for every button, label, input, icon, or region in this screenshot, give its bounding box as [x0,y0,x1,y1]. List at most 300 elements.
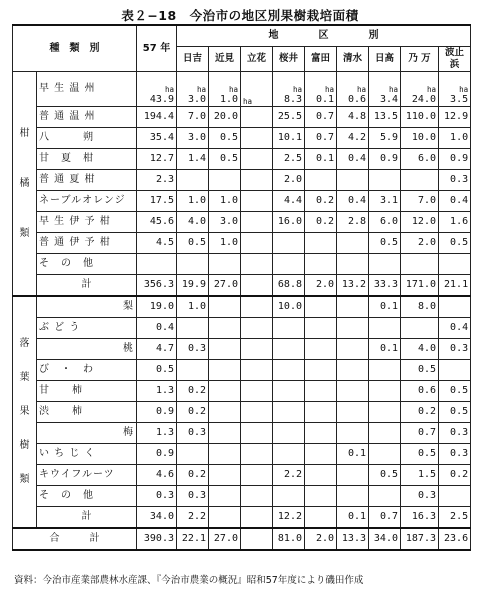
table-cell: 0.5 [369,465,401,486]
table-cell: 3.0 [177,128,209,149]
table-row [13,318,471,339]
table-cell: 1.0 [177,191,209,212]
group-label-char: 類 [19,227,30,239]
unit-label: ha [292,85,302,94]
table-cell [273,381,305,402]
table-row [13,170,471,191]
unit-label: ha [164,85,174,94]
district-header: 富田 [305,47,337,72]
table-cell: 0.9 [439,149,471,170]
subtotal-cell: 2.2 [177,507,209,529]
table-row [13,212,471,233]
table-cell: 0.9 [137,402,177,423]
row-label: 八 朔 [37,128,137,149]
table-cell [209,444,241,465]
table-cell: 1.0 [209,233,241,254]
table-cell: 4.6 [137,465,177,486]
group-label [13,72,37,297]
subtotal-cell: 2.5 [439,507,471,529]
row-label: そ の 他 [37,254,137,275]
table-row [13,149,471,170]
table-cell: 1.3 [137,423,177,444]
table-cell [177,318,209,339]
table-row [13,360,471,381]
row-label: ネーブルオレンジ [37,191,137,212]
table-cell [305,486,337,507]
table-cell [137,72,177,107]
table-cell: 1.0 [209,191,241,212]
header-kind: 種 類 別 [13,25,137,72]
subtotal-cell [305,507,337,529]
cell-value: 43.9 [149,94,174,105]
table-cell: 0.7 [305,107,337,128]
table-cell [337,170,369,191]
cell-value: 0.1 [315,94,334,105]
table-cell [273,254,305,275]
table-cell [369,381,401,402]
table-cell [241,402,273,423]
table-cell: 0.5 [177,233,209,254]
table-cell: 0.3 [137,486,177,507]
subtotal-label: 計 [37,275,137,297]
source-note: 資料：今治市産業部農林水産課、『今治市農業の概況』昭和57年度により磯田作成 [14,575,364,586]
group-label [13,296,37,528]
table-cell [241,339,273,360]
table-cell [273,339,305,360]
table-cell [241,318,273,339]
table-cell: 7.0 [401,191,439,212]
table-cell: 0.5 [369,233,401,254]
grand-total-cell: 81.0 [273,528,305,550]
unit-label: ha [356,85,366,94]
grand-total-row [13,528,471,550]
grand-total-label: 合 計 [13,528,137,550]
table-cell [273,402,305,423]
table-cell [337,318,369,339]
table-cell: 0.4 [137,318,177,339]
table-cell: 0.9 [369,149,401,170]
subtotal-cell [241,507,273,529]
table-cell: 10.0 [401,128,439,149]
group-label-char: 果 [19,406,30,417]
table-cell: 0.3 [177,486,209,507]
table-cell [369,423,401,444]
subtotal-cell: 33.3 [369,275,401,297]
table-cell [241,444,273,465]
table-cell: 12.0 [401,212,439,233]
table-cell [209,339,241,360]
table-cell: 2.3 [137,170,177,191]
unit-label: ha [388,85,398,94]
table-cell [241,128,273,149]
table-cell [241,254,273,275]
table-cell [177,170,209,191]
table-row [13,128,471,149]
table-row [13,254,471,275]
subtotal-cell: 0.1 [337,507,369,529]
table-cell [241,381,273,402]
table-row [13,486,471,507]
row-label: 甘 夏 柑 [37,149,137,170]
table-cell [401,170,439,191]
table-cell [241,72,273,107]
table-cell: 0.3 [177,423,209,444]
table-cell: 3.0 [209,212,241,233]
unit-label: ha [324,85,334,94]
table-cell [305,296,337,318]
table-cell [439,254,471,275]
table-cell [369,318,401,339]
grand-total-cell [241,528,273,550]
table-cell [337,72,369,107]
group-label-char: 落 [19,338,30,349]
table-cell: 0.7 [401,423,439,444]
table-cell: 1.0 [177,296,209,318]
row-label: び ・ わ [37,360,137,381]
table-cell: 0.4 [337,191,369,212]
header-year: 57 年 [137,25,177,72]
table-cell: 10.0 [273,296,305,318]
table-cell [241,360,273,381]
row-label: 梨 [37,296,137,318]
table-cell: 2.8 [337,212,369,233]
table-row [13,465,471,486]
table-cell: 0.2 [177,402,209,423]
table-cell [209,170,241,191]
table-cell: 4.4 [273,191,305,212]
table-cell [241,296,273,318]
row-label: 普 通 温 州 [37,107,137,128]
row-label: ぶ ど う [37,318,137,339]
unit-label: ha [243,97,253,106]
table-cell: 0.9 [137,444,177,465]
table-cell: 20.0 [209,107,241,128]
table-cell: 35.4 [137,128,177,149]
subtotal-cell: 68.8 [273,275,305,297]
table-cell: 0.3 [439,423,471,444]
table-cell: 19.0 [137,296,177,318]
grand-total-cell: 23.6 [439,528,471,550]
table-cell: 4.2 [337,128,369,149]
district-header: 日吉 [177,47,209,72]
fruit-area-table [12,24,471,551]
table-cell [439,486,471,507]
subtotal-row [13,507,471,529]
row-label: 早 生 伊 予 柑 [37,212,137,233]
table-cell: 1.0 [439,128,471,149]
subtotal-label: 計 [37,507,137,529]
table-cell [369,254,401,275]
table-cell [209,318,241,339]
district-header: 波止浜 [439,47,471,72]
table-cell [241,465,273,486]
table-cell: 0.5 [209,128,241,149]
table-cell [273,233,305,254]
table-cell [241,107,273,128]
table-cell: 0.3 [439,170,471,191]
table-cell: 13.5 [369,107,401,128]
table-cell [369,486,401,507]
table-row [13,381,471,402]
table-cell [241,170,273,191]
table-cell [209,72,241,107]
table-cell [273,72,305,107]
table-cell [369,72,401,107]
table-cell: 0.3 [439,444,471,465]
table-cell: 8.0 [401,296,439,318]
table-row [13,107,471,128]
table-cell: 1.5 [401,465,439,486]
table-row [13,423,471,444]
subtotal-cell: 2.0 [305,275,337,297]
table-cell: 3.1 [369,191,401,212]
header-row-1 [13,25,471,47]
table-cell [401,72,439,107]
subtotal-row [13,275,471,297]
table-cell: 12.9 [439,107,471,128]
row-label: 渋 柿 [37,402,137,423]
subtotal-cell: 21.1 [439,275,471,297]
subtotal-cell: 34.0 [137,507,177,529]
table-cell [369,402,401,423]
table-cell [273,360,305,381]
table-cell: 0.5 [401,360,439,381]
subtotal-cell [241,275,273,297]
grand-total-cell: 2.0 [305,528,337,550]
subtotal-cell: 0.7 [369,507,401,529]
table-cell [241,191,273,212]
table-row [13,296,471,318]
table-cell [305,72,337,107]
cell-value: 3.0 [187,94,206,105]
table-cell: 7.0 [177,107,209,128]
table-cell: 6.0 [369,212,401,233]
table-title: 表２−18 今治市の地区別果樹栽培面積 [121,8,359,23]
table-cell [241,212,273,233]
table-cell: 0.5 [439,381,471,402]
district-header: 日高 [369,47,401,72]
table-cell: 0.5 [401,444,439,465]
table-cell [337,339,369,360]
grand-total-cell: 390.3 [137,528,177,550]
table-cell [273,423,305,444]
table-cell [369,360,401,381]
table-row [13,402,471,423]
subtotal-cell: 171.0 [401,275,439,297]
table-cell [305,402,337,423]
table-cell [337,233,369,254]
row-label: 普 通 伊 予 柑 [37,233,137,254]
table-cell: 10.1 [273,128,305,149]
table-cell [305,381,337,402]
table-cell [241,149,273,170]
table-cell [439,296,471,318]
table-cell: 0.5 [137,360,177,381]
table-cell [337,296,369,318]
table-cell: 194.4 [137,107,177,128]
table-cell [401,318,439,339]
group-label-char: 橘 [19,177,30,189]
table-cell: 0.2 [177,465,209,486]
table-cell [305,423,337,444]
row-label: キウイフルーツ [37,465,137,486]
grand-total-cell: 22.1 [177,528,209,550]
subtotal-cell: 356.3 [137,275,177,297]
table-cell: 2.0 [401,233,439,254]
table-row [13,191,471,212]
table-cell: 0.3 [401,486,439,507]
table-cell [273,318,305,339]
table-cell: 0.2 [305,212,337,233]
table-cell: 5.9 [369,128,401,149]
table-cell [337,360,369,381]
table-cell [305,233,337,254]
table-cell: 17.5 [137,191,177,212]
cell-value: 3.4 [379,94,398,105]
table-cell: 0.1 [305,149,337,170]
table-cell: 0.2 [439,465,471,486]
row-label: い ち じ く [37,444,137,465]
grand-total-cell: 27.0 [209,528,241,550]
table-cell [241,233,273,254]
table-cell [337,486,369,507]
table-cell [305,318,337,339]
table-cell: 0.5 [439,233,471,254]
table-cell: 25.5 [273,107,305,128]
table-cell: 4.0 [177,212,209,233]
table-cell: 0.1 [337,444,369,465]
table-cell [241,423,273,444]
subtotal-cell [209,507,241,529]
table-cell [305,254,337,275]
table-cell: 4.8 [337,107,369,128]
table-cell: 2.5 [273,149,305,170]
row-label: そ の 他 [37,486,137,507]
table-cell [305,339,337,360]
cell-value: 8.3 [283,94,302,105]
district-header: 近見 [209,47,241,72]
unit-label: ha [228,85,238,94]
subtotal-cell: 16.3 [401,507,439,529]
district-header: 乃 万 [401,47,439,72]
table-cell [137,254,177,275]
row-label: 普 通 夏 柑 [37,170,137,191]
table-cell [337,381,369,402]
row-label: 早 生 温 州 [37,72,137,107]
table-cell [369,444,401,465]
row-label: 甘 柿 [37,381,137,402]
table-cell: 0.4 [337,149,369,170]
table-cell: 0.5 [439,402,471,423]
table-cell [305,360,337,381]
table-cell [177,254,209,275]
group-label-char: 類 [19,474,30,485]
table-row [13,72,471,107]
district-header: 桜井 [273,47,305,72]
table-row [13,444,471,465]
table-cell: 6.0 [401,149,439,170]
table-cell [209,402,241,423]
table-cell: 0.1 [369,339,401,360]
subtotal-cell: 13.2 [337,275,369,297]
table-cell: 0.7 [305,128,337,149]
table-cell: 0.3 [439,339,471,360]
table-cell [177,72,209,107]
table-cell [209,360,241,381]
table-cell [209,296,241,318]
unit-label: ha [196,85,206,94]
table-cell: 0.1 [369,296,401,318]
cell-value: 3.5 [450,94,469,105]
table-cell: 0.2 [305,191,337,212]
table-cell: 0.4 [439,191,471,212]
grand-total-cell: 187.3 [401,528,439,550]
grand-total-cell: 13.3 [337,528,369,550]
table-cell [177,360,209,381]
table-cell: 12.7 [137,149,177,170]
table-cell [305,170,337,191]
table-cell [305,465,337,486]
table-cell: 1.4 [177,149,209,170]
table-cell [401,254,439,275]
group-label-char: 葉 [19,372,30,383]
table-cell [273,486,305,507]
table-cell: 2.2 [273,465,305,486]
table-cell: 1.3 [137,381,177,402]
group-label-char: 樹 [19,440,30,451]
table-cell [241,486,273,507]
cell-value: 1.0 [219,94,238,105]
table-cell [209,423,241,444]
table-cell: 4.0 [401,339,439,360]
table-cell [337,254,369,275]
unit-label: ha [426,85,436,94]
header-district: 地 区 別 [177,25,471,47]
table-cell: 110.0 [401,107,439,128]
table-cell [177,444,209,465]
district-header: 清水 [337,47,369,72]
table-cell: 4.7 [137,339,177,360]
table-cell: 0.5 [209,149,241,170]
table-cell: 0.6 [401,381,439,402]
table-cell: 4.5 [137,233,177,254]
table-cell [439,72,471,107]
row-label: 梅 [37,423,137,444]
table-cell: 0.4 [439,318,471,339]
district-header: 立花 [241,47,273,72]
table-cell: 0.3 [177,339,209,360]
table-body [13,25,471,550]
table-cell [209,465,241,486]
table-cell [209,254,241,275]
table-cell [337,402,369,423]
table-cell [273,444,305,465]
table-cell: 0.2 [401,402,439,423]
table-cell [305,444,337,465]
table-cell: 45.6 [137,212,177,233]
table-cell [439,360,471,381]
table-cell [209,486,241,507]
unit-label: ha [459,85,469,94]
group-label-char: 柑 [19,127,30,139]
subtotal-cell: 12.2 [273,507,305,529]
table-row [13,233,471,254]
table-cell: 2.0 [273,170,305,191]
subtotal-cell: 19.9 [177,275,209,297]
table-cell [369,170,401,191]
table-cell [337,423,369,444]
table-row [13,339,471,360]
